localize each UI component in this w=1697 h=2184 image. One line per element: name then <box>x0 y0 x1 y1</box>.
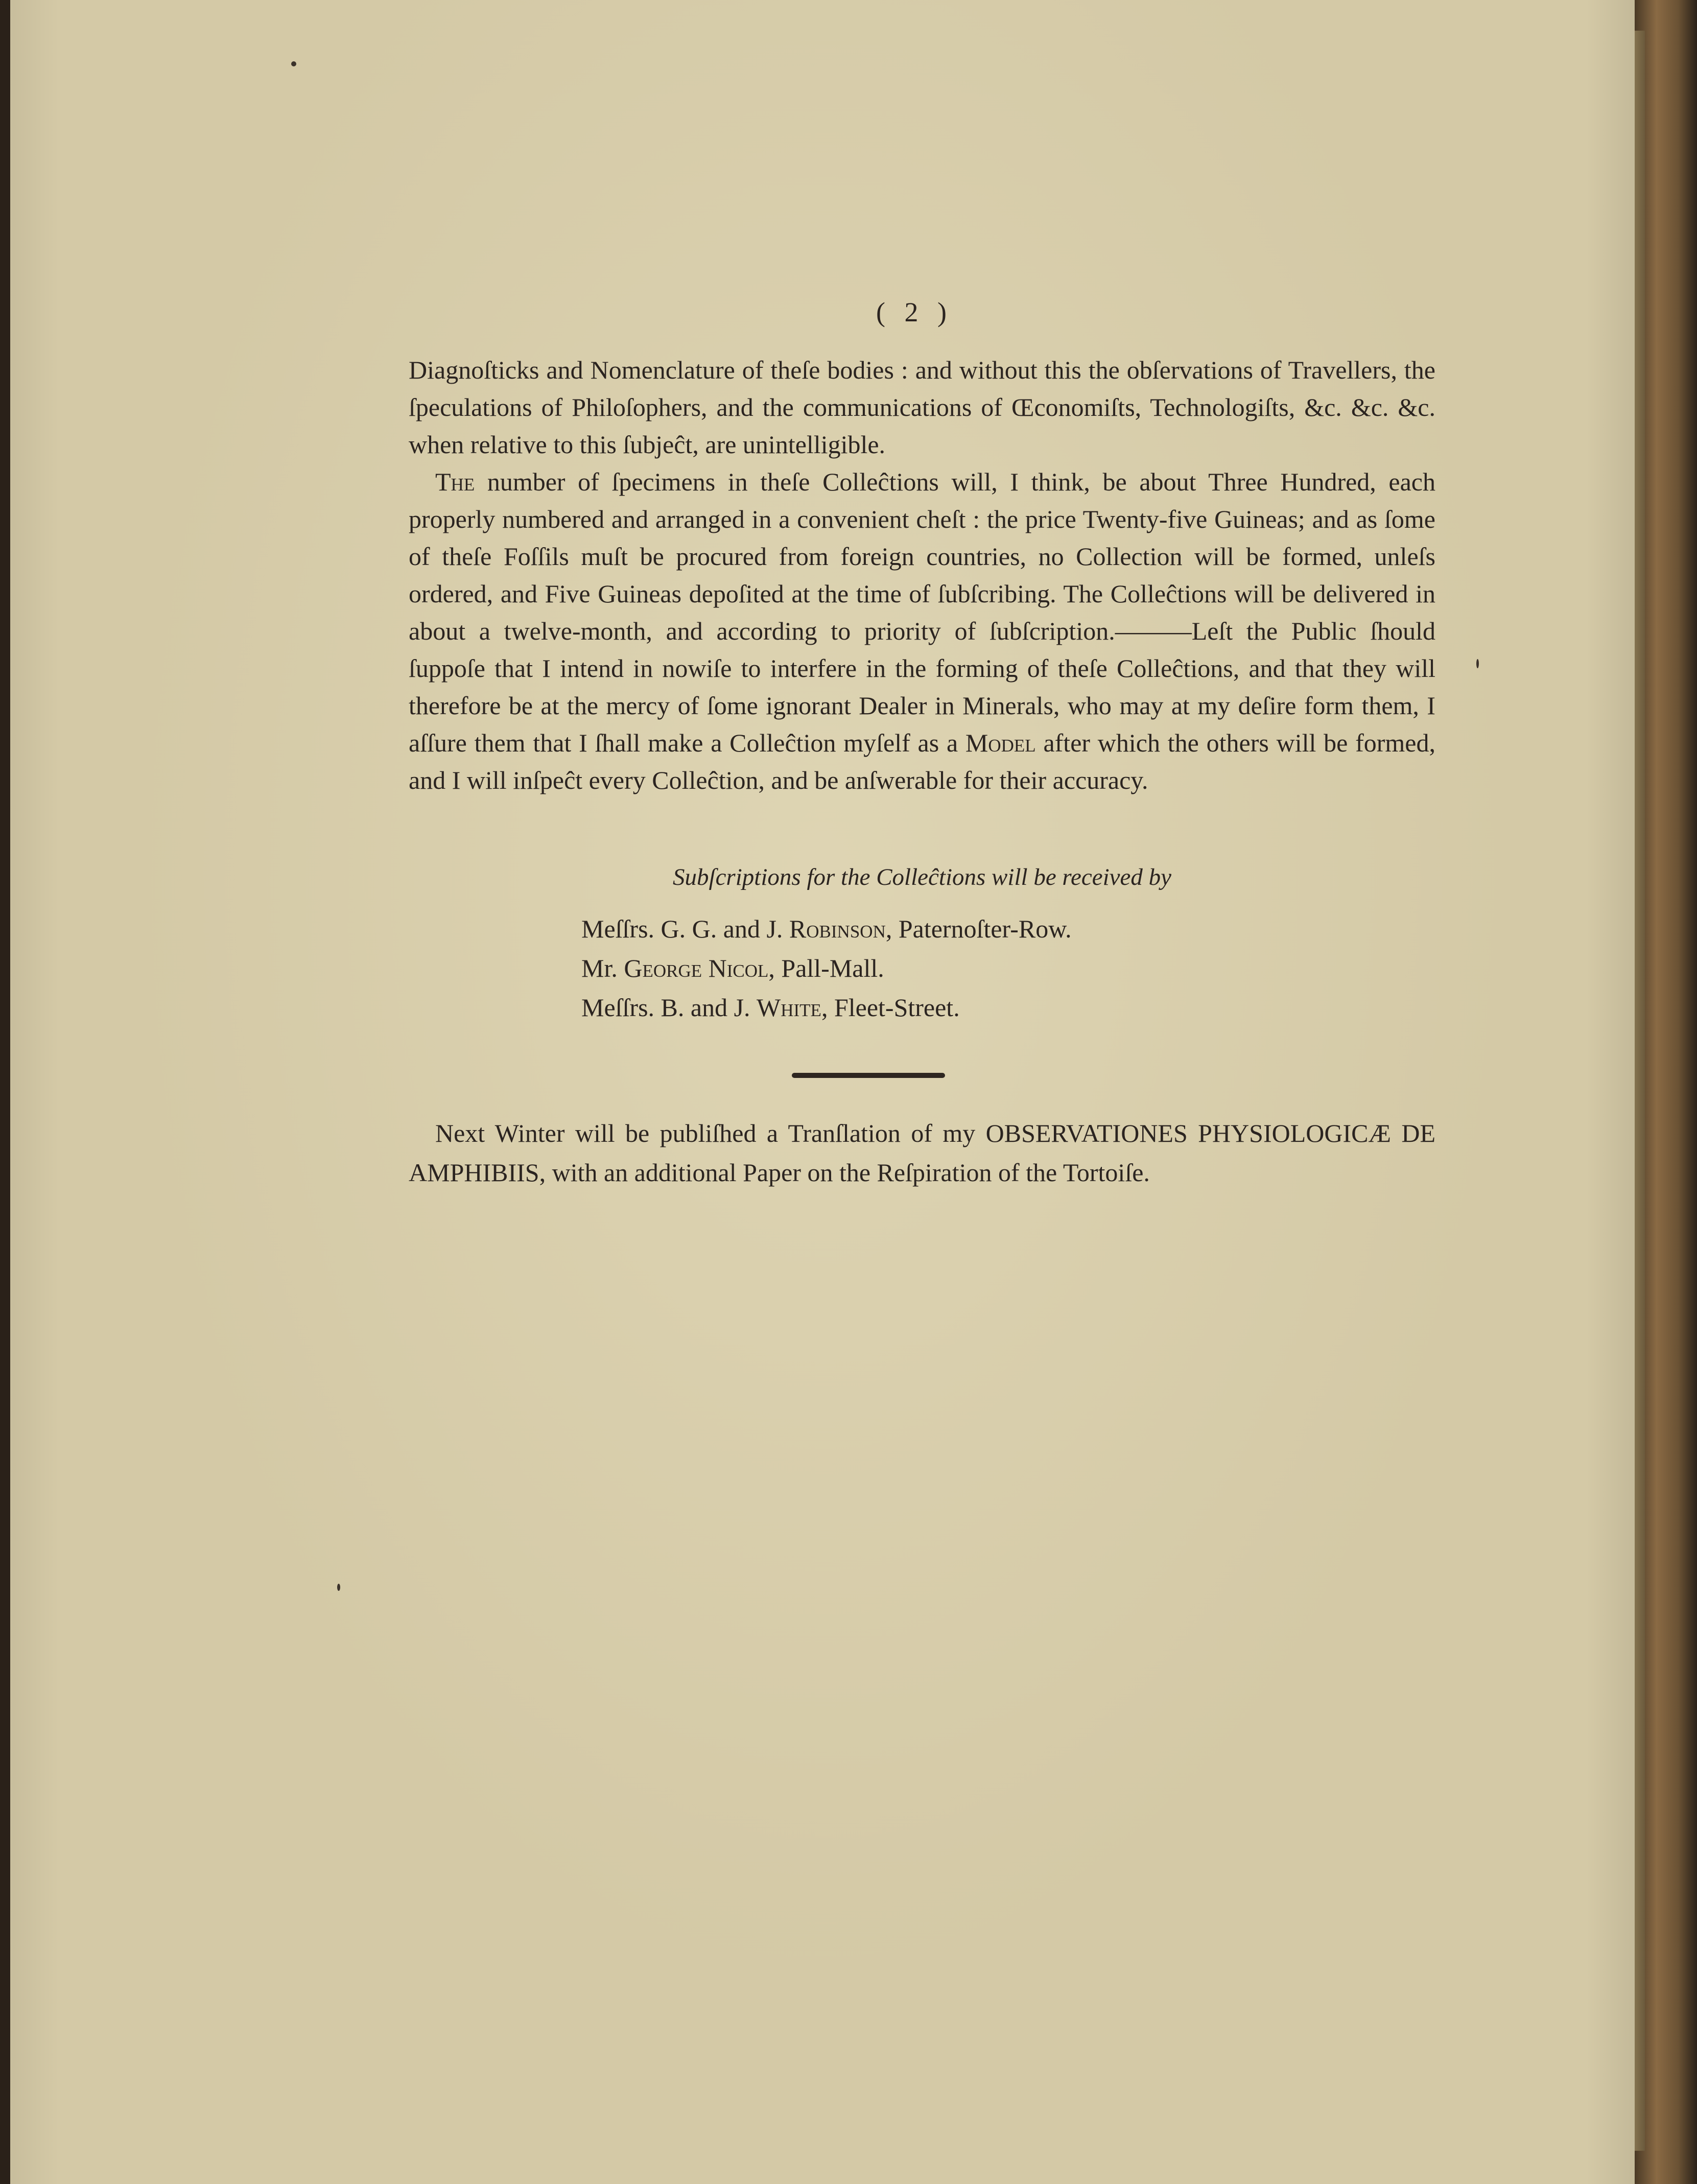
agent-line <box>581 988 1348 1027</box>
agent-place: , Pall-Mall. <box>768 954 884 982</box>
subscriptions-heading: Subſcriptions for the Colleĉtions will be received by <box>673 864 1171 890</box>
announcement <box>409 1114 1435 1192</box>
body-text <box>409 351 1435 799</box>
paragraph-2 <box>409 463 1435 799</box>
page-number: ( 2 ) <box>876 297 953 327</box>
paragraph-2-lead: The <box>435 467 475 496</box>
paragraph-2-text-b: after which the others will be formed, and I will inſpeĉt every Colleĉtion, and be anſwerable for their accuracy. <box>409 729 1435 794</box>
agent-prefix: Mr. <box>581 954 624 982</box>
paper-speck <box>291 61 296 66</box>
agent-name: George Nicol <box>624 954 769 982</box>
announcement-text: Next Winter will be publiſhed a Tranſlation of my OBSERVATIONES PHYSIOLOGICÆ DE AMPHIBIIS, with an additional Paper on the Reſpiration of the Tortoiſe. <box>409 1119 1435 1187</box>
paragraph-1: Diagnoſticks and Nomenclature of theſe bodies : and without this the obſervations of Travellers, the ſpeculations of Philoſophers, and the communications of Œconomiſts, Technologiſts, &c. &c. &c. when relative to this ſubjeĉt, are unintelligible. <box>409 356 1435 459</box>
paper-speck <box>1476 659 1479 668</box>
agent-place: , Fleet-Street. <box>821 993 960 1022</box>
agent-line <box>581 949 1348 988</box>
agent-prefix: Meſſrs. G. G. and J. <box>581 914 789 943</box>
printed-page <box>10 0 1635 2184</box>
paper-speck <box>337 1584 340 1591</box>
agent-name: Robinson <box>789 914 886 943</box>
paragraph-2-text-a: number of ſpecimens in theſe Colleĉtions will, I think, be about Three Hundred, each properly numbered and arranged in a convenient cheſt : the price Twenty-five Guineas; and as ſome of theſe Foſſils muſt be procured from foreign countries, no Collection will be formed, unleſs ordered, and Five Guineas depoſited at the time of ſubſcribing. The Colleĉtions will be delivered in about a twelve-month, and according to priority of ſubſcription.———Leſt the Public ſhould ſuppoſe that I intend in nowiſe to interfere in the forming of theſe Colleĉtions, and that they will therefore be at the mercy of ſome ignorant Dealer in Minerals, who may at my deſire form them, I aſſure them that I ſhall make a Colleĉtion myſelf as a <box>409 467 1435 757</box>
agent-line <box>581 909 1348 949</box>
agent-prefix: Meſſrs. B. and J. <box>581 993 757 1022</box>
agents-list <box>581 909 1348 1027</box>
agent-name: White <box>757 993 821 1022</box>
model-word: Model <box>965 729 1036 757</box>
agent-place: , Paternoſter-Row. <box>885 914 1072 943</box>
divider-rule <box>792 1073 945 1078</box>
